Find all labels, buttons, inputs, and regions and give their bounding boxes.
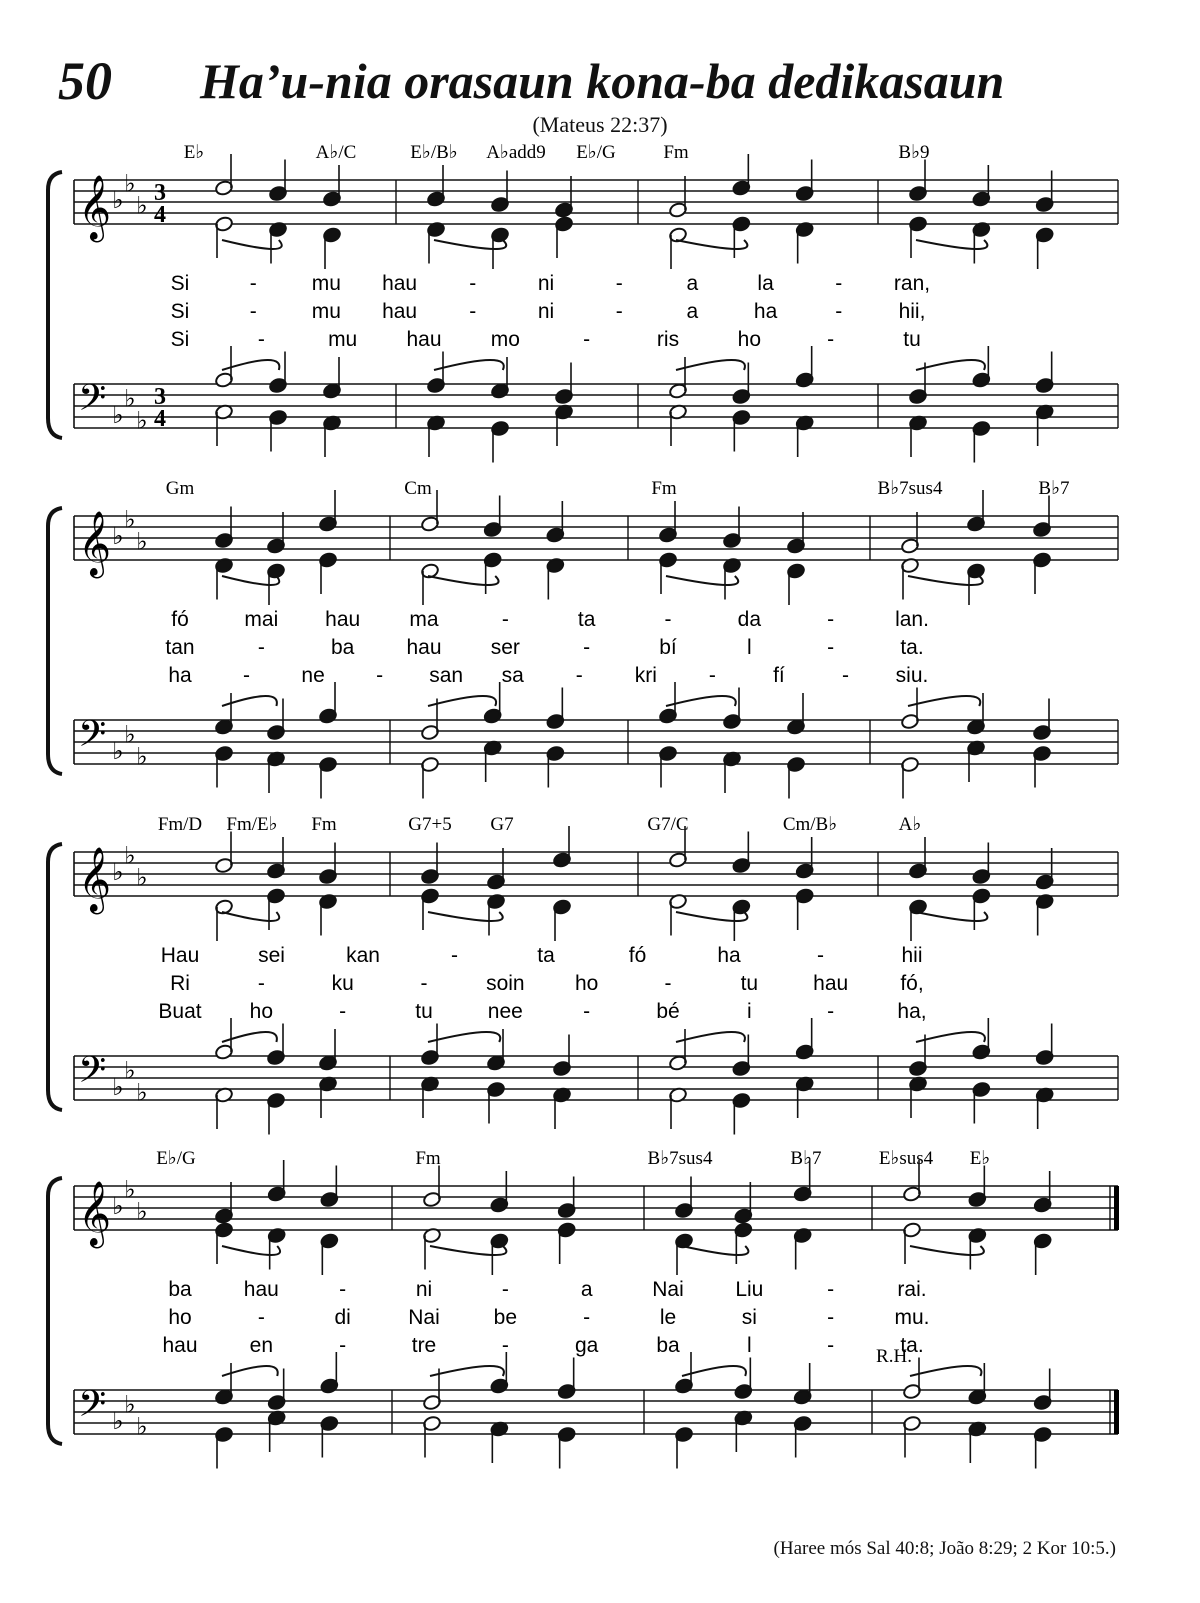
system-1 [48, 142, 1118, 463]
lyric-syllable: tan [165, 636, 195, 659]
chord-symbol: Fm [663, 142, 689, 163]
key-flat: ♭ [136, 527, 148, 556]
slur [676, 360, 745, 370]
lyric-syllable: hii [901, 944, 923, 967]
lyric-syllable: mo [490, 328, 520, 351]
treble-clef: 𝄞 [78, 1181, 112, 1246]
chord-symbol: A♭ [898, 814, 922, 835]
lyric-hyphen: - [827, 1000, 835, 1023]
lyric-syllable: a [686, 300, 699, 323]
lyric-syllable: ha [717, 944, 741, 967]
slur [908, 696, 980, 706]
lyric-syllable: hau [325, 608, 361, 631]
key-flat: ♭ [112, 1192, 124, 1220]
slur [916, 1032, 985, 1042]
lyric-hyphen: - [664, 972, 672, 995]
lyric-syllable: di [334, 1306, 351, 1329]
lyric-syllable: tu [903, 328, 921, 351]
slur [222, 1246, 280, 1255]
treble-clef: 𝄞 [78, 175, 112, 240]
lyric-syllable: rai. [897, 1278, 927, 1301]
lyric-syllable: hau [162, 1334, 198, 1357]
lyric-hyphen: - [243, 664, 251, 687]
lyric-hyphen: - [501, 1278, 509, 1301]
lyric-syllable: a [686, 272, 699, 295]
slur [666, 576, 738, 585]
lyric-hyphen: - [249, 300, 257, 323]
key-flat: ♭ [112, 401, 124, 429]
lyric-syllable: hau [406, 328, 442, 351]
lyric-syllable: kan [346, 944, 380, 967]
lyric-hyphen: - [257, 972, 265, 995]
lyric-syllable: ba [656, 1334, 680, 1357]
lyric-syllable: Nai [652, 1278, 684, 1301]
lyric-syllable: fí [773, 664, 785, 687]
lyric-syllable: ho [168, 1306, 192, 1329]
system-bracket [48, 1178, 62, 1444]
hymn-number: 50 [58, 51, 112, 111]
system-bracket [48, 172, 62, 438]
key-flat: ♭ [124, 841, 136, 870]
scripture-reference: (Mateus 22:37) [532, 112, 668, 137]
lyric-syllable: ta [577, 608, 596, 631]
lyric-syllable: mu [311, 272, 341, 295]
chord-symbol: Fm [415, 1148, 441, 1169]
key-flat: ♭ [124, 505, 136, 534]
lyric-syllable: ta. [900, 636, 924, 659]
lyric-syllable: Nai [408, 1306, 440, 1329]
lyric-syllable: bé [656, 1000, 680, 1023]
lyric-syllable: mu. [894, 1306, 930, 1329]
lyric-syllable: le [659, 1306, 677, 1329]
chord-symbol: E♭/G [156, 1148, 196, 1169]
lyric-syllable: san [429, 664, 464, 687]
lyric-syllable: ho [249, 1000, 274, 1023]
lyric-hyphen: - [664, 608, 672, 631]
key-flat: ♭ [136, 1197, 148, 1226]
lyric-syllable: Hau [160, 944, 200, 967]
lyric-syllable: l [746, 636, 752, 659]
lyric-syllable: Ri [170, 972, 190, 995]
slur [434, 360, 504, 370]
lyric-syllable: mu [311, 300, 341, 323]
lyric-hyphen: - [583, 636, 591, 659]
slur [682, 1246, 748, 1255]
final-barline-thick [1114, 1186, 1119, 1230]
chord-symbol: G7/C [647, 814, 689, 835]
lyric-syllable: hau [382, 300, 418, 323]
system-3 [48, 814, 1118, 1135]
lyric-syllable: ku [331, 972, 354, 995]
lyric-syllable: hau [382, 272, 418, 295]
lyric-syllable: l [746, 1334, 752, 1357]
lyric-syllable: fó, [900, 972, 924, 995]
lyric-hyphen: - [501, 1334, 509, 1357]
lyric-hyphen: - [501, 608, 509, 631]
key-flat: ♭ [112, 522, 124, 550]
key-flat: ♭ [136, 191, 148, 220]
lyric-syllable: hau [813, 972, 849, 995]
slur [428, 576, 499, 585]
lyric-syllable: kri [634, 664, 657, 687]
time-signature-top: 3 [154, 180, 166, 206]
treble-clef: 𝄞 [78, 847, 112, 912]
slur [910, 1366, 981, 1376]
footer-references: (Haree mós Sal 40:8; João 8:29; 2 Kor 10:5.) [773, 1538, 1116, 1559]
lyric-syllable: ran, [893, 272, 931, 295]
slur [910, 1246, 984, 1255]
lyric-hyphen: - [469, 272, 477, 295]
slur [916, 912, 987, 921]
lyric-hyphen: - [841, 664, 849, 687]
lyric-syllable: Si [170, 328, 190, 351]
slur [676, 1032, 745, 1042]
lyric-hyphen: - [708, 664, 716, 687]
chord-symbol: E♭ [183, 142, 205, 163]
lyric-hyphen: - [339, 1278, 347, 1301]
key-flat: ♭ [136, 406, 148, 435]
system-2 [48, 478, 1118, 799]
lyric-syllable: fó [171, 608, 189, 631]
time-signature-top: 3 [154, 384, 166, 410]
lyric-hyphen: - [817, 944, 824, 967]
lyric-hyphen: - [827, 636, 835, 659]
key-flat: ♭ [112, 1407, 124, 1435]
lyric-hyphen: - [451, 944, 458, 967]
chord-symbol: B♭7 [1038, 478, 1070, 499]
chord-symbol: G7 [490, 814, 514, 835]
slur [430, 1366, 504, 1376]
key-flat: ♭ [124, 169, 136, 198]
lyric-syllable: hau [406, 636, 442, 659]
lyric-syllable: nee [487, 1000, 523, 1023]
chord-symbol: A♭/C [315, 142, 357, 163]
lyric-syllable: Si [170, 272, 190, 295]
slur [428, 1032, 500, 1042]
chord-symbol: B♭7sus4 [877, 478, 943, 499]
key-flat: ♭ [112, 186, 124, 214]
lyric-syllable: mai [244, 608, 279, 631]
bass-clef: 𝄢 [78, 377, 107, 428]
lyric-syllable: tu [740, 972, 759, 995]
lyric-syllable: bí [659, 636, 677, 659]
key-flat: ♭ [124, 1175, 136, 1204]
key-flat: ♭ [112, 858, 124, 886]
slur [666, 696, 736, 706]
lyric-syllable: i [746, 1000, 752, 1023]
lyric-syllable: a [580, 1278, 593, 1301]
key-flat: ♭ [136, 1078, 148, 1107]
right-hand-annotation: R.H. [876, 1346, 912, 1367]
chord-symbol: Cm [404, 478, 432, 499]
lyric-hyphen: - [257, 328, 265, 351]
lyric-hyphen: - [835, 300, 843, 323]
chord-symbol: Fm [651, 478, 677, 499]
time-signature-bottom: 4 [154, 202, 166, 228]
lyric-syllable: la [757, 272, 774, 295]
lyric-syllable: tre [411, 1334, 437, 1357]
treble-clef: 𝄞 [78, 511, 112, 576]
lyric-syllable: ni [537, 272, 555, 295]
lyric-hyphen: - [583, 1306, 591, 1329]
lyric-hyphen: - [583, 328, 591, 351]
lyric-hyphen: - [583, 1000, 591, 1023]
key-flat: ♭ [124, 1056, 136, 1085]
lyric-hyphen: - [339, 1000, 347, 1023]
lyric-hyphen: - [827, 608, 835, 631]
chord-symbol: B♭7 [790, 1148, 822, 1169]
lyric-syllable: ho [737, 328, 762, 351]
lyric-syllable: si [741, 1306, 757, 1329]
bass-clef: 𝄢 [78, 713, 107, 764]
lyric-syllable: ni [415, 1278, 433, 1301]
slur [676, 240, 747, 249]
bass-clef: 𝄢 [78, 1049, 107, 1100]
lyric-syllable: Si [170, 300, 190, 323]
system-bracket [48, 508, 62, 774]
lyric-syllable: ne [301, 664, 325, 687]
lyric-syllable: soin [486, 972, 525, 995]
time-signature-bottom: 4 [154, 406, 166, 432]
lyric-syllable: hii, [898, 300, 926, 323]
key-flat: ♭ [112, 1073, 124, 1101]
key-flat: ♭ [124, 720, 136, 749]
lyric-syllable: tu [415, 1000, 433, 1023]
lyric-syllable: ba [330, 636, 355, 659]
slur [428, 912, 503, 921]
hymn-title: Ha’u-nia orasaun kona-ba dedikasaun [200, 53, 1005, 109]
key-flat: ♭ [124, 1390, 136, 1419]
key-flat: ♭ [124, 384, 136, 413]
lyric-hyphen: - [420, 972, 428, 995]
lyric-hyphen: - [469, 300, 477, 323]
key-flat: ♭ [136, 863, 148, 892]
lyric-hyphen: - [827, 1278, 835, 1301]
lyric-hyphen: - [615, 300, 623, 323]
lyric-syllable: mu [328, 328, 358, 351]
chord-symbol: E♭/B♭ [410, 142, 458, 163]
lyric-syllable: ha [168, 664, 192, 687]
lyric-syllable: hau [243, 1278, 279, 1301]
lyric-syllable: da [737, 608, 762, 631]
lyric-hyphen: - [376, 664, 384, 687]
slur [916, 240, 987, 249]
lyric-syllable: ma [409, 608, 439, 631]
lyric-syllable: be [493, 1306, 518, 1329]
slur [428, 696, 496, 706]
lyric-syllable: lan. [895, 608, 929, 631]
lyric-hyphen: - [827, 1334, 835, 1357]
slur [222, 912, 279, 921]
lyric-syllable: sa [501, 664, 524, 687]
lyric-syllable: Buat [158, 1000, 202, 1023]
chord-symbol: E♭ [969, 1148, 991, 1169]
lyric-hyphen: - [249, 272, 257, 295]
key-flat: ♭ [112, 737, 124, 765]
lyric-syllable: en [249, 1334, 274, 1357]
lyric-syllable: ta [537, 944, 555, 967]
bass-clef: 𝄢 [78, 1383, 107, 1434]
lyric-syllable: ho [574, 972, 599, 995]
chord-symbol: Fm/D [157, 814, 203, 835]
chord-symbol: B♭7sus4 [647, 1148, 713, 1169]
chord-symbol: Fm [311, 814, 337, 835]
chord-symbol: Fm/E♭ [226, 814, 278, 835]
lyric-syllable: sei [258, 944, 285, 967]
lyric-syllable: Liu [735, 1278, 764, 1301]
lyric-hyphen: - [257, 636, 265, 659]
lyric-hyphen: - [827, 328, 835, 351]
chord-symbol: E♭/G [576, 142, 616, 163]
lyric-hyphen: - [257, 1306, 265, 1329]
lyric-hyphen: - [339, 1334, 347, 1357]
chord-symbol: E♭sus4 [878, 1148, 934, 1169]
lyric-syllable: siu. [895, 664, 929, 687]
lyric-syllable: ha, [897, 1000, 927, 1023]
slur [222, 240, 282, 249]
lyric-syllable: ris [656, 328, 680, 351]
lyric-hyphen: - [835, 272, 843, 295]
system-bracket [48, 844, 62, 1110]
key-flat: ♭ [136, 1412, 148, 1441]
final-barline-thick [1114, 1390, 1119, 1434]
lyric-syllable: ta. [900, 1334, 924, 1357]
system-4 [48, 1148, 1119, 1469]
lyric-syllable: ba [168, 1278, 192, 1301]
lyric-hyphen: - [575, 664, 583, 687]
chord-symbol: B♭9 [898, 142, 930, 163]
chord-symbol: A♭add9 [486, 142, 546, 163]
lyric-syllable: ga [574, 1334, 599, 1357]
chord-symbol: Cm/B♭ [782, 814, 838, 835]
chord-symbol: Gm [165, 478, 195, 499]
lyric-hyphen: - [827, 1306, 835, 1329]
lyric-syllable: fó [628, 944, 647, 967]
slur [916, 360, 985, 370]
lyric-syllable: ha [753, 300, 778, 323]
chord-symbol: G7+5 [408, 814, 452, 835]
lyric-syllable: ni [537, 300, 555, 323]
lyric-hyphen: - [615, 272, 623, 295]
key-flat: ♭ [136, 742, 148, 771]
lyric-syllable: ser [490, 636, 520, 659]
